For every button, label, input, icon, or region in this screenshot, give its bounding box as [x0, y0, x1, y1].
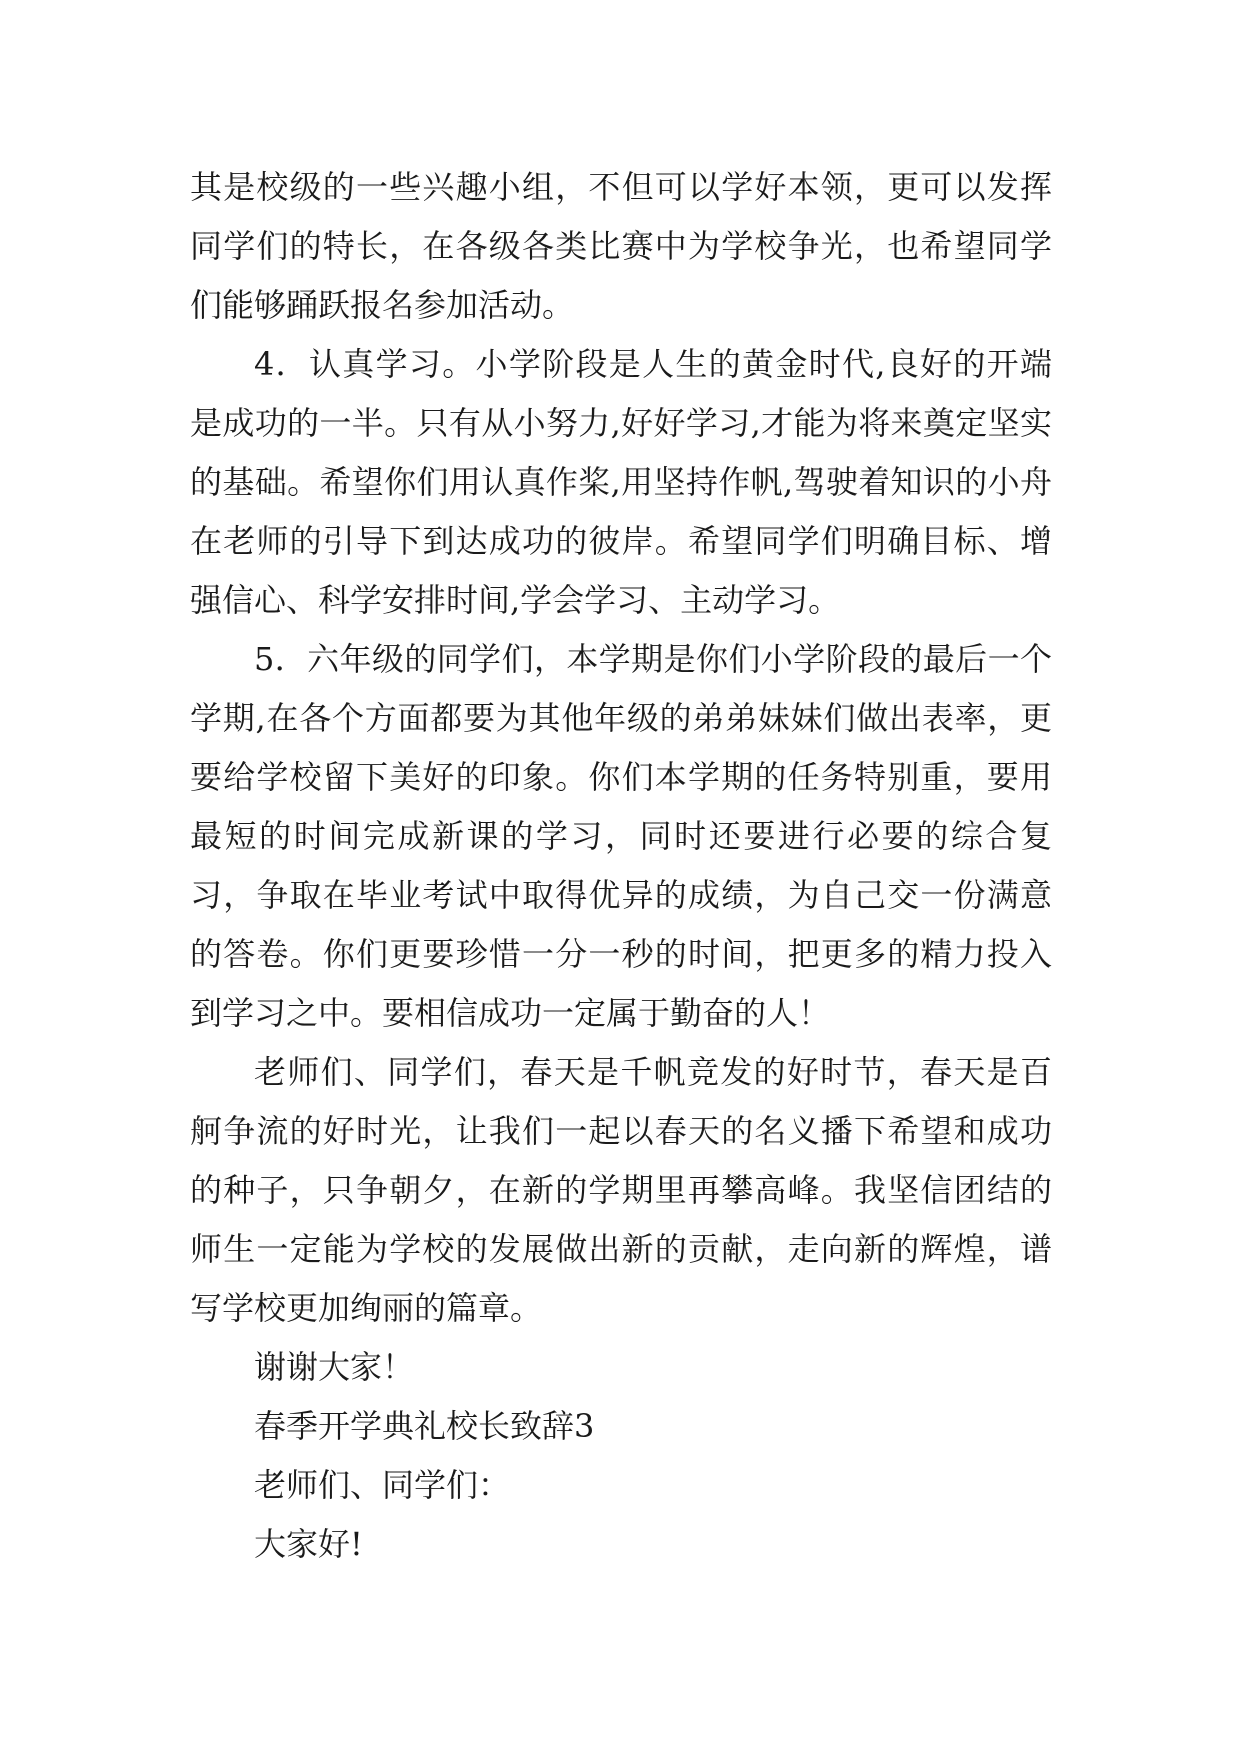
paragraph-thanks: 谢谢大家！ — [254, 1348, 415, 1386]
document-body — [190, 158, 1052, 1574]
paragraph-spring-closing: 老师们、同学们，春天是千帆竞发的好时节，春天是百舸争流的好时光，让我们一起以春天的名义播下希望和成功的种子，只争朝夕，在新的学期里再攀高峰。我坚信团结的师生一定能为学校的发展做出新的贡献，走向新的辉煌，谱写学校更加绚丽的篇章。 — [190, 1053, 1052, 1327]
paragraph-interest-groups: 其是校级的一些兴趣小组，不但可以学好本领，更可以发挥同学们的特长，在各级各类比赛中为学校争光，也希望同学们能够踊跃报名参加活动。 — [190, 168, 1052, 324]
salutation: 老师们、同学们： — [254, 1466, 511, 1504]
section-heading: 春季开学典礼校长致辞3 — [254, 1407, 595, 1445]
paragraph-study-hard: 4．认真学习。小学阶段是人生的黄金时代,良好的开端是成功的一半。只有从小努力,好好学习,才能为将来奠定坚实的基础。希望你们用认真作桨,用坚持作帆,驾驶着知识的小舟在老师的引导下到达成功的彼岸。希望同学们明确目标、增强信心、科学安排时间,学会学习、主动学习。 — [190, 345, 1052, 619]
greeting: 大家好! — [254, 1525, 363, 1563]
paragraph-sixth-grade: 5．六年级的同学们，本学期是你们小学阶段的最后一个学期,在各个方面都要为其他年级的弟弟妹妹们做出表率，更要给学校留下美好的印象。你们本学期的任务特别重，要用最短的时间完成新课的学习，同时还要进行必要的综合复习，争取在毕业考试中取得优异的成绩，为自己交一份满意的答卷。你们更要珍惜一分一秒的时间，把更多的精力投入到学习之中。要相信成功一定属于勤奋的人！ — [190, 640, 1052, 1032]
